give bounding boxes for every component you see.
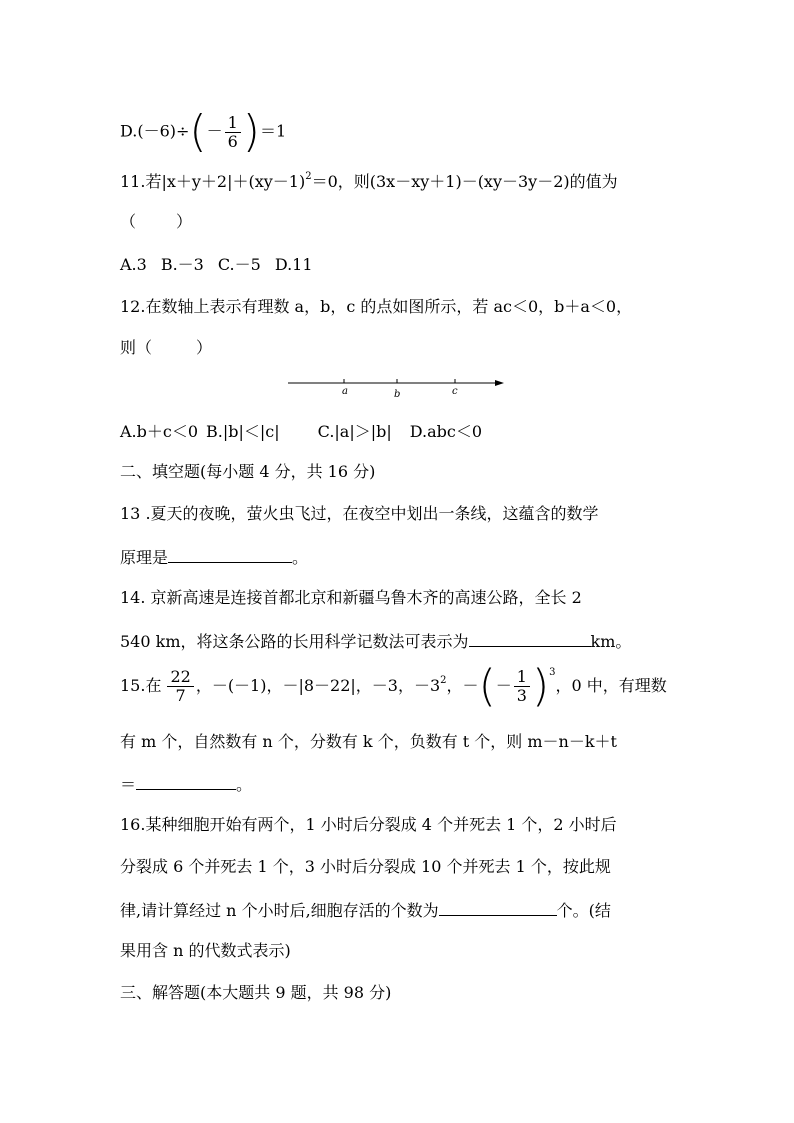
- q11-stem-a: 11.若|x＋y＋2|＋(xy－1): [120, 172, 306, 191]
- q16-line1: 16.某种细胞开始有两个，1 小时后分裂成 4 个并死去 1 个，2 小时后: [120, 815, 617, 834]
- q15-suffix: ，0 中，有理数: [555, 676, 667, 695]
- q15-line3: [120, 773, 252, 795]
- label-a: a: [342, 386, 348, 397]
- q11-option-d: D.11: [274, 255, 313, 274]
- q15-cube-exponent: 3: [549, 667, 556, 678]
- period: 。: [292, 548, 309, 567]
- q12-stem-line1: 12.在数轴上表示有理数 a，b，c 的点如图所示，若 ac＜0，b＋a＜0，: [120, 297, 633, 316]
- fraction-denominator: 3: [516, 686, 527, 705]
- fraction-one-third: [514, 668, 530, 705]
- q11-option-a: A.3: [120, 255, 147, 274]
- q15-prefix: 15.在: [120, 676, 162, 695]
- fraction-denominator: 6: [227, 131, 238, 151]
- q11-option-b: B.－3: [160, 255, 204, 274]
- q16-line3: [120, 899, 611, 921]
- q16-answer-blank[interactable]: [439, 899, 557, 916]
- period: 。: [236, 775, 253, 794]
- close-paren: ): [242, 106, 260, 157]
- q12-option-a: A.b＋c＜0: [120, 422, 199, 441]
- label-b: b: [394, 389, 401, 400]
- q13-principle-label: 原理是: [120, 548, 169, 567]
- q12-option-c: C.|a|＞|b|: [317, 422, 392, 441]
- expression-right: ＝1: [259, 121, 287, 141]
- fraction-numerator: 1: [514, 668, 530, 687]
- q15-square-exponent: 2: [440, 675, 447, 686]
- fraction-numerator: 1: [225, 114, 241, 133]
- paren-close: ）: [196, 338, 213, 357]
- q11-stem-b: ＝0，则(3x－xy＋1)－(xy－3y－2)的值为: [311, 172, 618, 191]
- label-c: c: [452, 386, 458, 397]
- q14-unit: km。: [590, 632, 632, 651]
- q16-line4: 果用含 n 的代数式表示): [120, 941, 291, 960]
- q15-line1: [120, 660, 667, 712]
- fraction-denominator: 7: [175, 686, 186, 705]
- equals-sign: ＝: [120, 775, 137, 794]
- minus-sign: －: [206, 121, 223, 141]
- q14-answer-blank[interactable]: [469, 630, 591, 647]
- q14-line2: [120, 630, 631, 652]
- fraction-one-sixth: [225, 114, 241, 151]
- option-label: D.: [120, 121, 138, 141]
- q10-option-d: [120, 106, 287, 157]
- fraction-22-7: [167, 668, 193, 705]
- q14-text: 540 km，将这条公路的长用科学记数法可表示为: [120, 632, 469, 651]
- paren-open: （: [120, 212, 137, 231]
- q12-option-d: D.abc＜0: [409, 422, 483, 441]
- q16-line2: 分裂成 6 个并死去 1 个，3 小时后分裂成 10 个并死去 1 个，按此规: [120, 857, 611, 876]
- q11-option-c: C.－5: [217, 255, 261, 274]
- expression-left: (－6)÷: [137, 121, 190, 141]
- q12-then: 则（: [120, 338, 153, 357]
- open-paren: (: [478, 660, 496, 712]
- q11-exponent: 2: [305, 171, 312, 182]
- q15-line2: 有 m 个，自然数有 n 个，分数有 k 个，负数有 t 个，则 m－n－k＋t: [120, 732, 617, 751]
- fraction-numerator: 22: [167, 668, 193, 687]
- q13-line2: [120, 546, 308, 568]
- minus-sign: －: [495, 676, 512, 695]
- q14-line1: 14. 京新高速是连接首都北京和新疆乌鲁木齐的高速公路，全长 2: [120, 588, 582, 607]
- q12-options: [120, 422, 482, 442]
- q11-answer-paren: [120, 212, 192, 232]
- q13-answer-blank[interactable]: [168, 546, 292, 563]
- q13-line1: 13 .夏天的夜晚，萤火虫飞过，在夜空中划出一条线，这蕴含的数学: [120, 504, 599, 523]
- q15-list: ，－(－1)，－|8－22|，－3，－3: [195, 676, 441, 695]
- arrow-head: [495, 380, 504, 386]
- close-paren: ): [531, 660, 550, 712]
- section-3-heading: 三、解答题(本大题共 9 题，共 98 分): [120, 983, 392, 1002]
- q11-stem: [120, 172, 618, 192]
- q11-options: [120, 255, 313, 275]
- q12-stem-line2: [120, 338, 212, 358]
- q15-comma-minus: ，－: [446, 676, 479, 695]
- q16-text-end: 个。(结: [556, 901, 611, 920]
- section-2-heading: 二、填空题(每小题 4 分，共 16 分): [120, 462, 376, 481]
- open-paren: (: [189, 106, 207, 157]
- paren-close: ）: [176, 212, 193, 231]
- q15-answer-blank[interactable]: [136, 773, 236, 790]
- q12-option-b: B.|b|＜|c|: [206, 422, 280, 441]
- q16-text: 律,请计算经过 n 个小时后,细胞存活的个数为: [120, 901, 439, 920]
